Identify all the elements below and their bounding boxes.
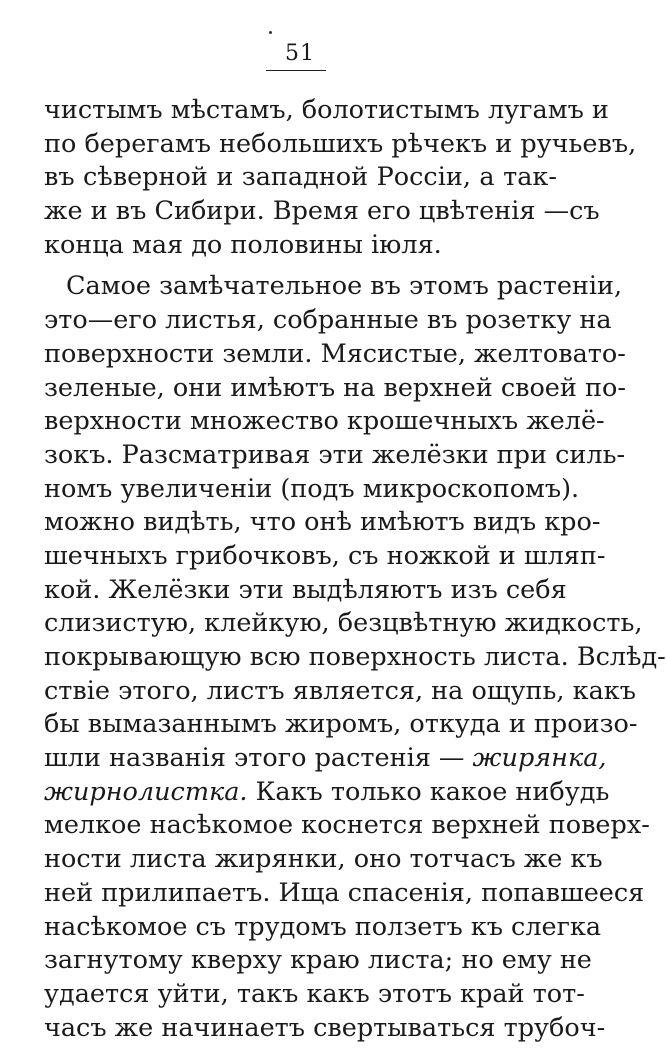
text-line: кой. Желёзки эти выдѣляютъ изъ себя	[44, 574, 567, 605]
text-line: по берегамъ небольшихъ рѣчекъ и ручьевъ,	[44, 128, 637, 159]
text-segment: шли названiя этого растенiя —	[44, 743, 465, 774]
text-line: поверхности земли. Мясистые, желтовато-	[44, 338, 626, 369]
text-line: же и въ Сибири. Время его цвѣтенiя —съ	[44, 196, 600, 227]
text-line: это—его листья, собранные въ розетку на	[44, 305, 612, 336]
body-text	[44, 94, 666, 1045]
paragraph-gap	[44, 262, 557, 270]
text-line: насѣкомое съ трудомъ ползетъ къ слегка	[44, 911, 602, 942]
text-line: часъ же начинаетъ свертываться трубоч-	[44, 1012, 606, 1043]
text-line: Самое замѣчательное въ этомъ растенiи,	[66, 271, 623, 302]
text-line: можно видѣть, что онѣ имѣютъ видъ кро-	[44, 507, 601, 538]
text-line: слизистую, клейкую, безцвѣтную жидкость,	[44, 608, 643, 639]
text-line: мелкое насѣкомое коснется верхней поверх-	[44, 810, 650, 841]
paragraph-1	[44, 94, 637, 262]
text-line-with-italic	[44, 776, 610, 810]
text-line: зокъ. Разсматривая эти желёзки при силь-	[44, 439, 626, 470]
text-line: удается уйти, такъ какъ этотъ край тот-	[44, 978, 585, 1009]
text-line: зеленые, они имѣютъ на верхней своей по-	[44, 372, 626, 403]
page-number: 51	[285, 41, 315, 66]
text-line: чистымъ мѣстамъ, болотистымъ лугамъ и	[44, 95, 609, 125]
text-line: верхности множество крошечныхъ желё-	[44, 406, 605, 437]
print-speck	[269, 31, 272, 34]
text-line: ности листа жирянки, оно тотчасъ же къ	[44, 844, 603, 875]
text-line: покрывающую всю поверхность листа. Вслѣд-	[44, 642, 666, 672]
text-line-with-italic	[44, 742, 607, 776]
text-line: ней прилипаетъ. Ища спасенiя, попавшееся	[44, 877, 645, 908]
text-line: ствiе этого, листъ является, на ощупь, какъ	[44, 675, 636, 706]
text-line: номъ увеличенiи (подъ микроскопомъ).	[44, 473, 580, 504]
italic-term-zhiryanka: жирянка,	[472, 743, 607, 774]
page-number-rule	[266, 70, 326, 71]
text-line: шечныхъ грибочковъ, съ ножкой и шляп-	[44, 540, 606, 571]
italic-term-zhirnolistka: жирнолистка.	[44, 776, 248, 807]
text-segment: Какъ только какое нибудь	[247, 776, 610, 807]
text-line: бы вымазаннымъ жиромъ, откуда и произо-	[44, 709, 638, 740]
text-line: въ сѣверной и западной Россiи, а так-	[44, 162, 557, 193]
text-line: загнутому кверху краю листа; но ему не	[44, 945, 592, 976]
paragraph-2	[44, 270, 666, 1045]
text-line: конца мая до половины iюля.	[44, 229, 442, 260]
